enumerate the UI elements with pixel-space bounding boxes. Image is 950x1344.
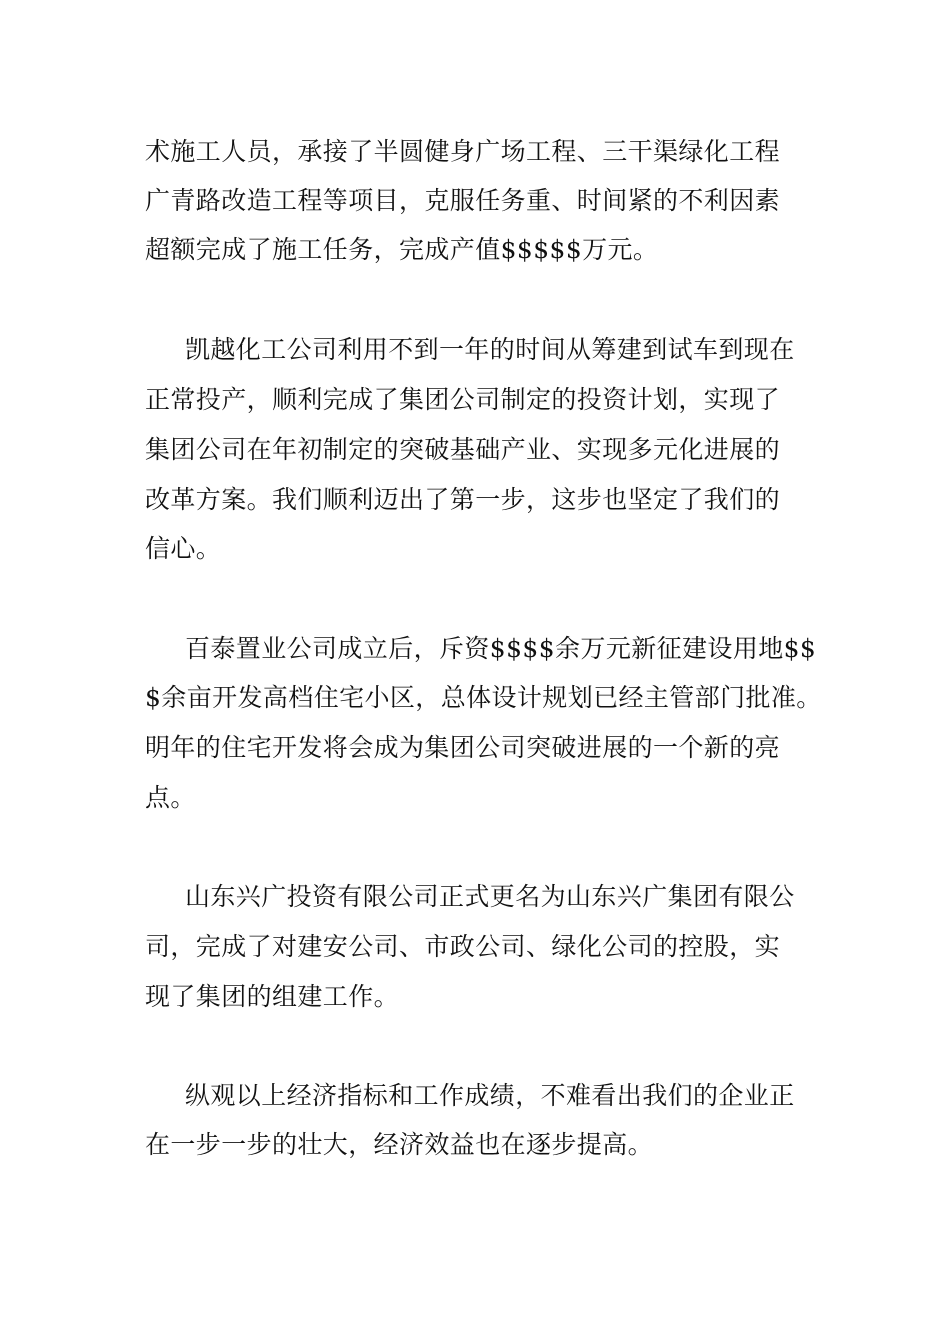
text-line: 信心。 [145, 534, 222, 563]
text-line: 凯越化工公司利用不到一年的时间从筹建到试车到现在 [185, 335, 795, 364]
text-line: 百泰置业公司成立后，斥资$$$$余万元新征建设用地$$ [185, 634, 817, 663]
text-line: 明年的住宅开发将会成为集团公司突破进展的一个新的亮 [145, 733, 781, 762]
text-line: 点。 [145, 783, 196, 812]
text-line: 术施工人员，承接了半圆健身广场工程、三干渠绿化工程 [145, 137, 781, 166]
text-line: 司，完成了对建安公司、市政公司、绿化公司的控股，实 [145, 932, 781, 961]
text-line: $余亩开发高档住宅小区，总体设计规划已经主管部门批准。 [145, 683, 822, 712]
text-line: 超额完成了施工任务，完成产值$$$$$万元。 [145, 235, 659, 264]
text-line: 正常投产，顺利完成了集团公司制定的投资计划，实现了 [145, 385, 781, 414]
text-line: 广青路改造工程等项目，克服任务重、时间紧的不利因素 [145, 186, 781, 215]
text-line: 现了集团的组建工作。 [145, 982, 400, 1011]
text-line: 纵观以上经济指标和工作成绩，不难看出我们的企业正 [185, 1081, 795, 1110]
text-line: 山东兴广投资有限公司正式更名为山东兴广集团有限公 [185, 882, 795, 911]
text-line: 改革方案。我们顺利迈出了第一步，这步也坚定了我们的 [145, 485, 781, 514]
text-line: 在一步一步的壮大，经济效益也在逐步提高。 [145, 1130, 654, 1159]
text-line: 集团公司在年初制定的突破基础产业、实现多元化进展的 [145, 435, 781, 464]
